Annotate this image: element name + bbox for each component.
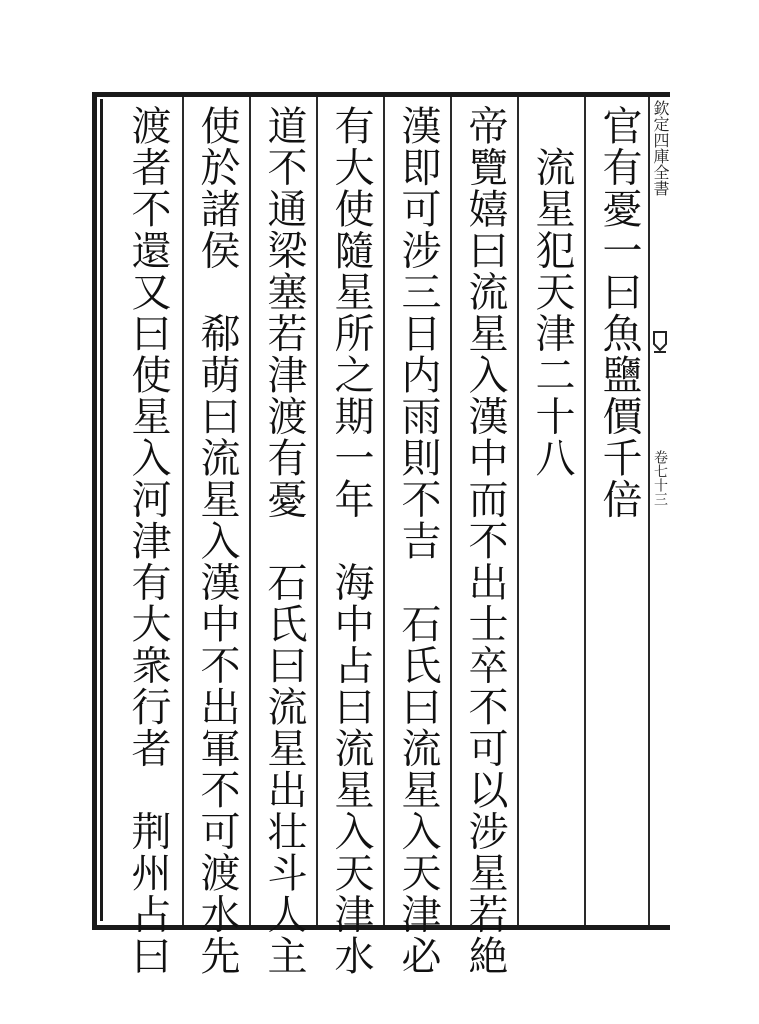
text-column-3: 帝覽嬉曰流星入漢中而不出士卒不可以涉星若絶: [462, 105, 508, 977]
column-rule: [584, 97, 586, 925]
column-rule: [249, 97, 251, 925]
text-column-6: 道不通梁塞若津渡有憂 石氏曰流星出壮斗人主: [261, 105, 307, 977]
margin-book-title: 欽定四庫全書: [651, 100, 670, 196]
column-rule: [450, 97, 452, 925]
column-rule: [517, 97, 519, 925]
inner-border: [100, 99, 103, 921]
text-column-1: 官有憂一曰魚鹽價千倍: [596, 105, 642, 520]
text-column-7: 使於諸侯 郗萌曰流星入漢中不出軍不可渡水先: [194, 105, 240, 977]
text-column-8: 渡者不還又曰使星入河津有大衆行者 荆州占曰: [125, 105, 171, 977]
column-rule: [316, 97, 318, 925]
fish-tail-mark: [652, 330, 668, 364]
text-column-5: 有大使隨星所之期一年 海中占曰流星入天津水: [328, 105, 374, 977]
text-column-4: 漢即可涉三日内雨則不吉 石氏曰流星入天津必: [395, 105, 441, 977]
column-rule: [383, 97, 385, 925]
margin-juan-number: 卷七十三: [652, 450, 668, 506]
text-column-2: 流星犯天津二十八: [529, 105, 575, 479]
column-rule: [182, 97, 184, 925]
